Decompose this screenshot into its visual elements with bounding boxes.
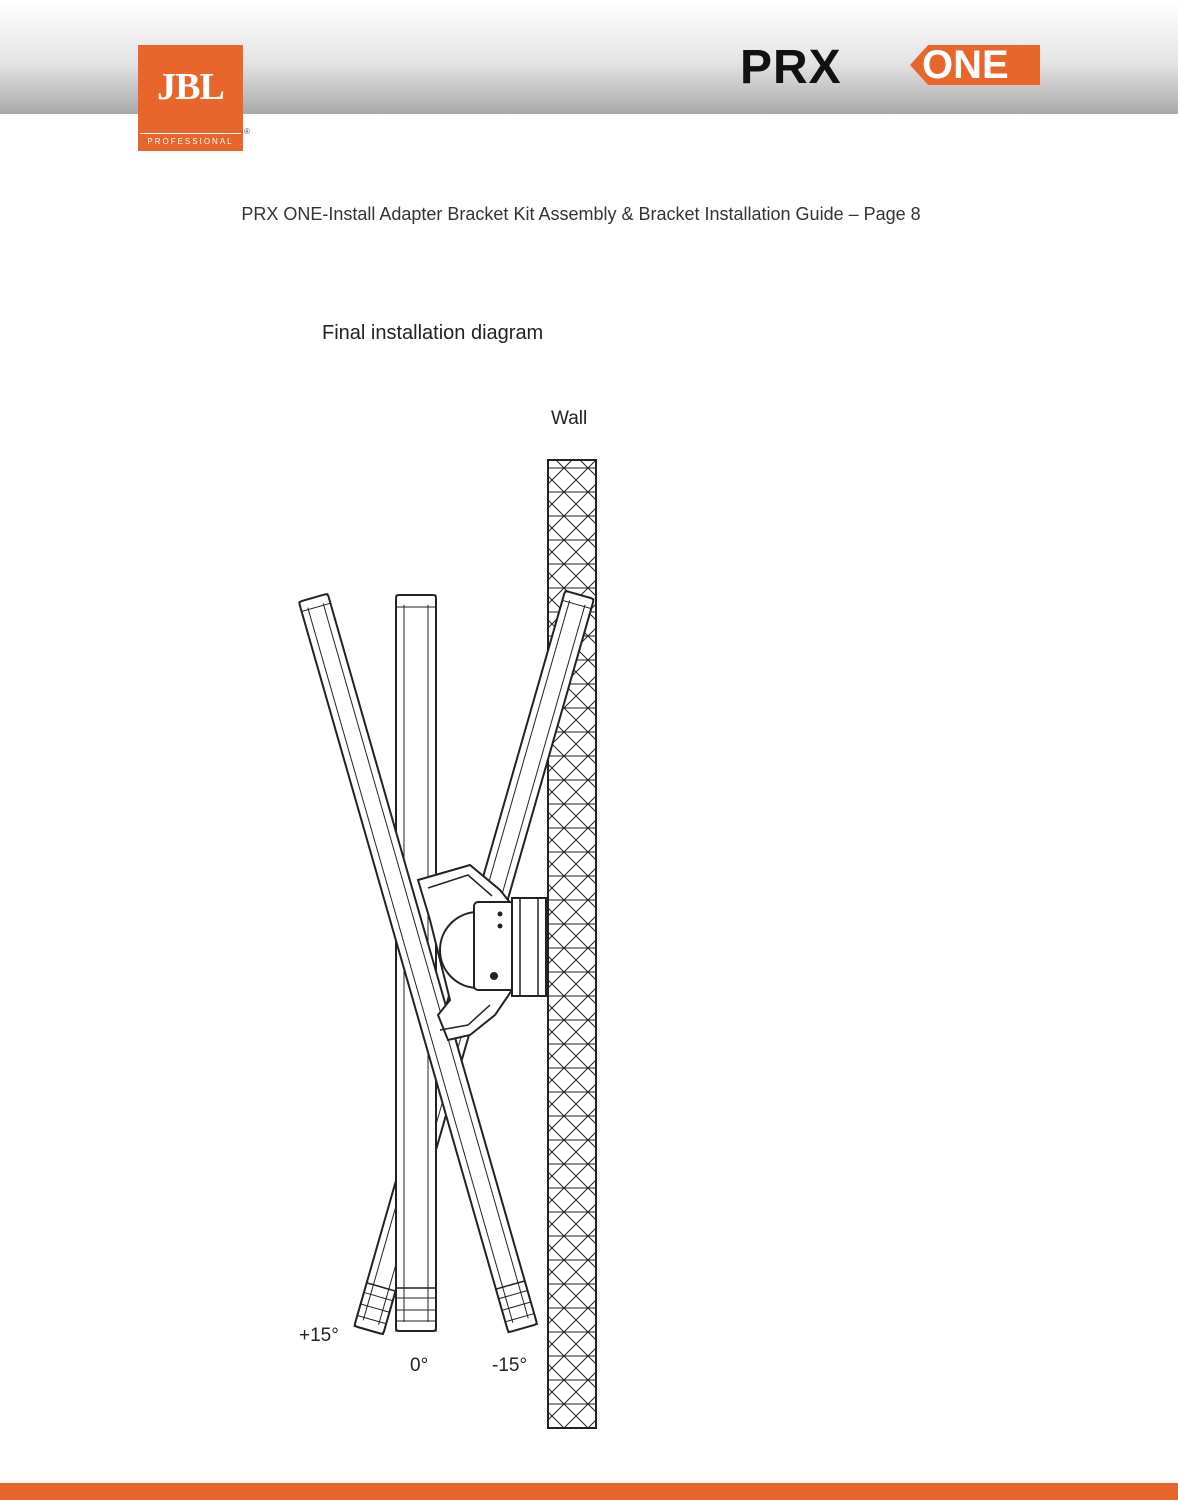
footer-band bbox=[0, 1483, 1178, 1500]
page-title: PRX ONE-Install Adapter Bracket Kit Assembly & Bracket Installation Guide – Page 8 bbox=[241, 204, 921, 224]
one-logo-text: ONE bbox=[922, 43, 1009, 87]
diagram-title: Final installation diagram bbox=[322, 322, 544, 344]
registered-mark: ® bbox=[244, 127, 250, 136]
prx-logo-text: PRX bbox=[740, 41, 842, 94]
wall-label: Wall bbox=[551, 408, 588, 429]
angle-label-minus-15: -15° bbox=[492, 1355, 528, 1376]
angle-label-0: 0° bbox=[410, 1355, 429, 1376]
angle-label-plus-15: +15° bbox=[299, 1325, 339, 1346]
jbl-logo-subtext: PROFESSIONAL bbox=[147, 137, 234, 146]
jbl-logo-text: JBL bbox=[157, 66, 224, 108]
